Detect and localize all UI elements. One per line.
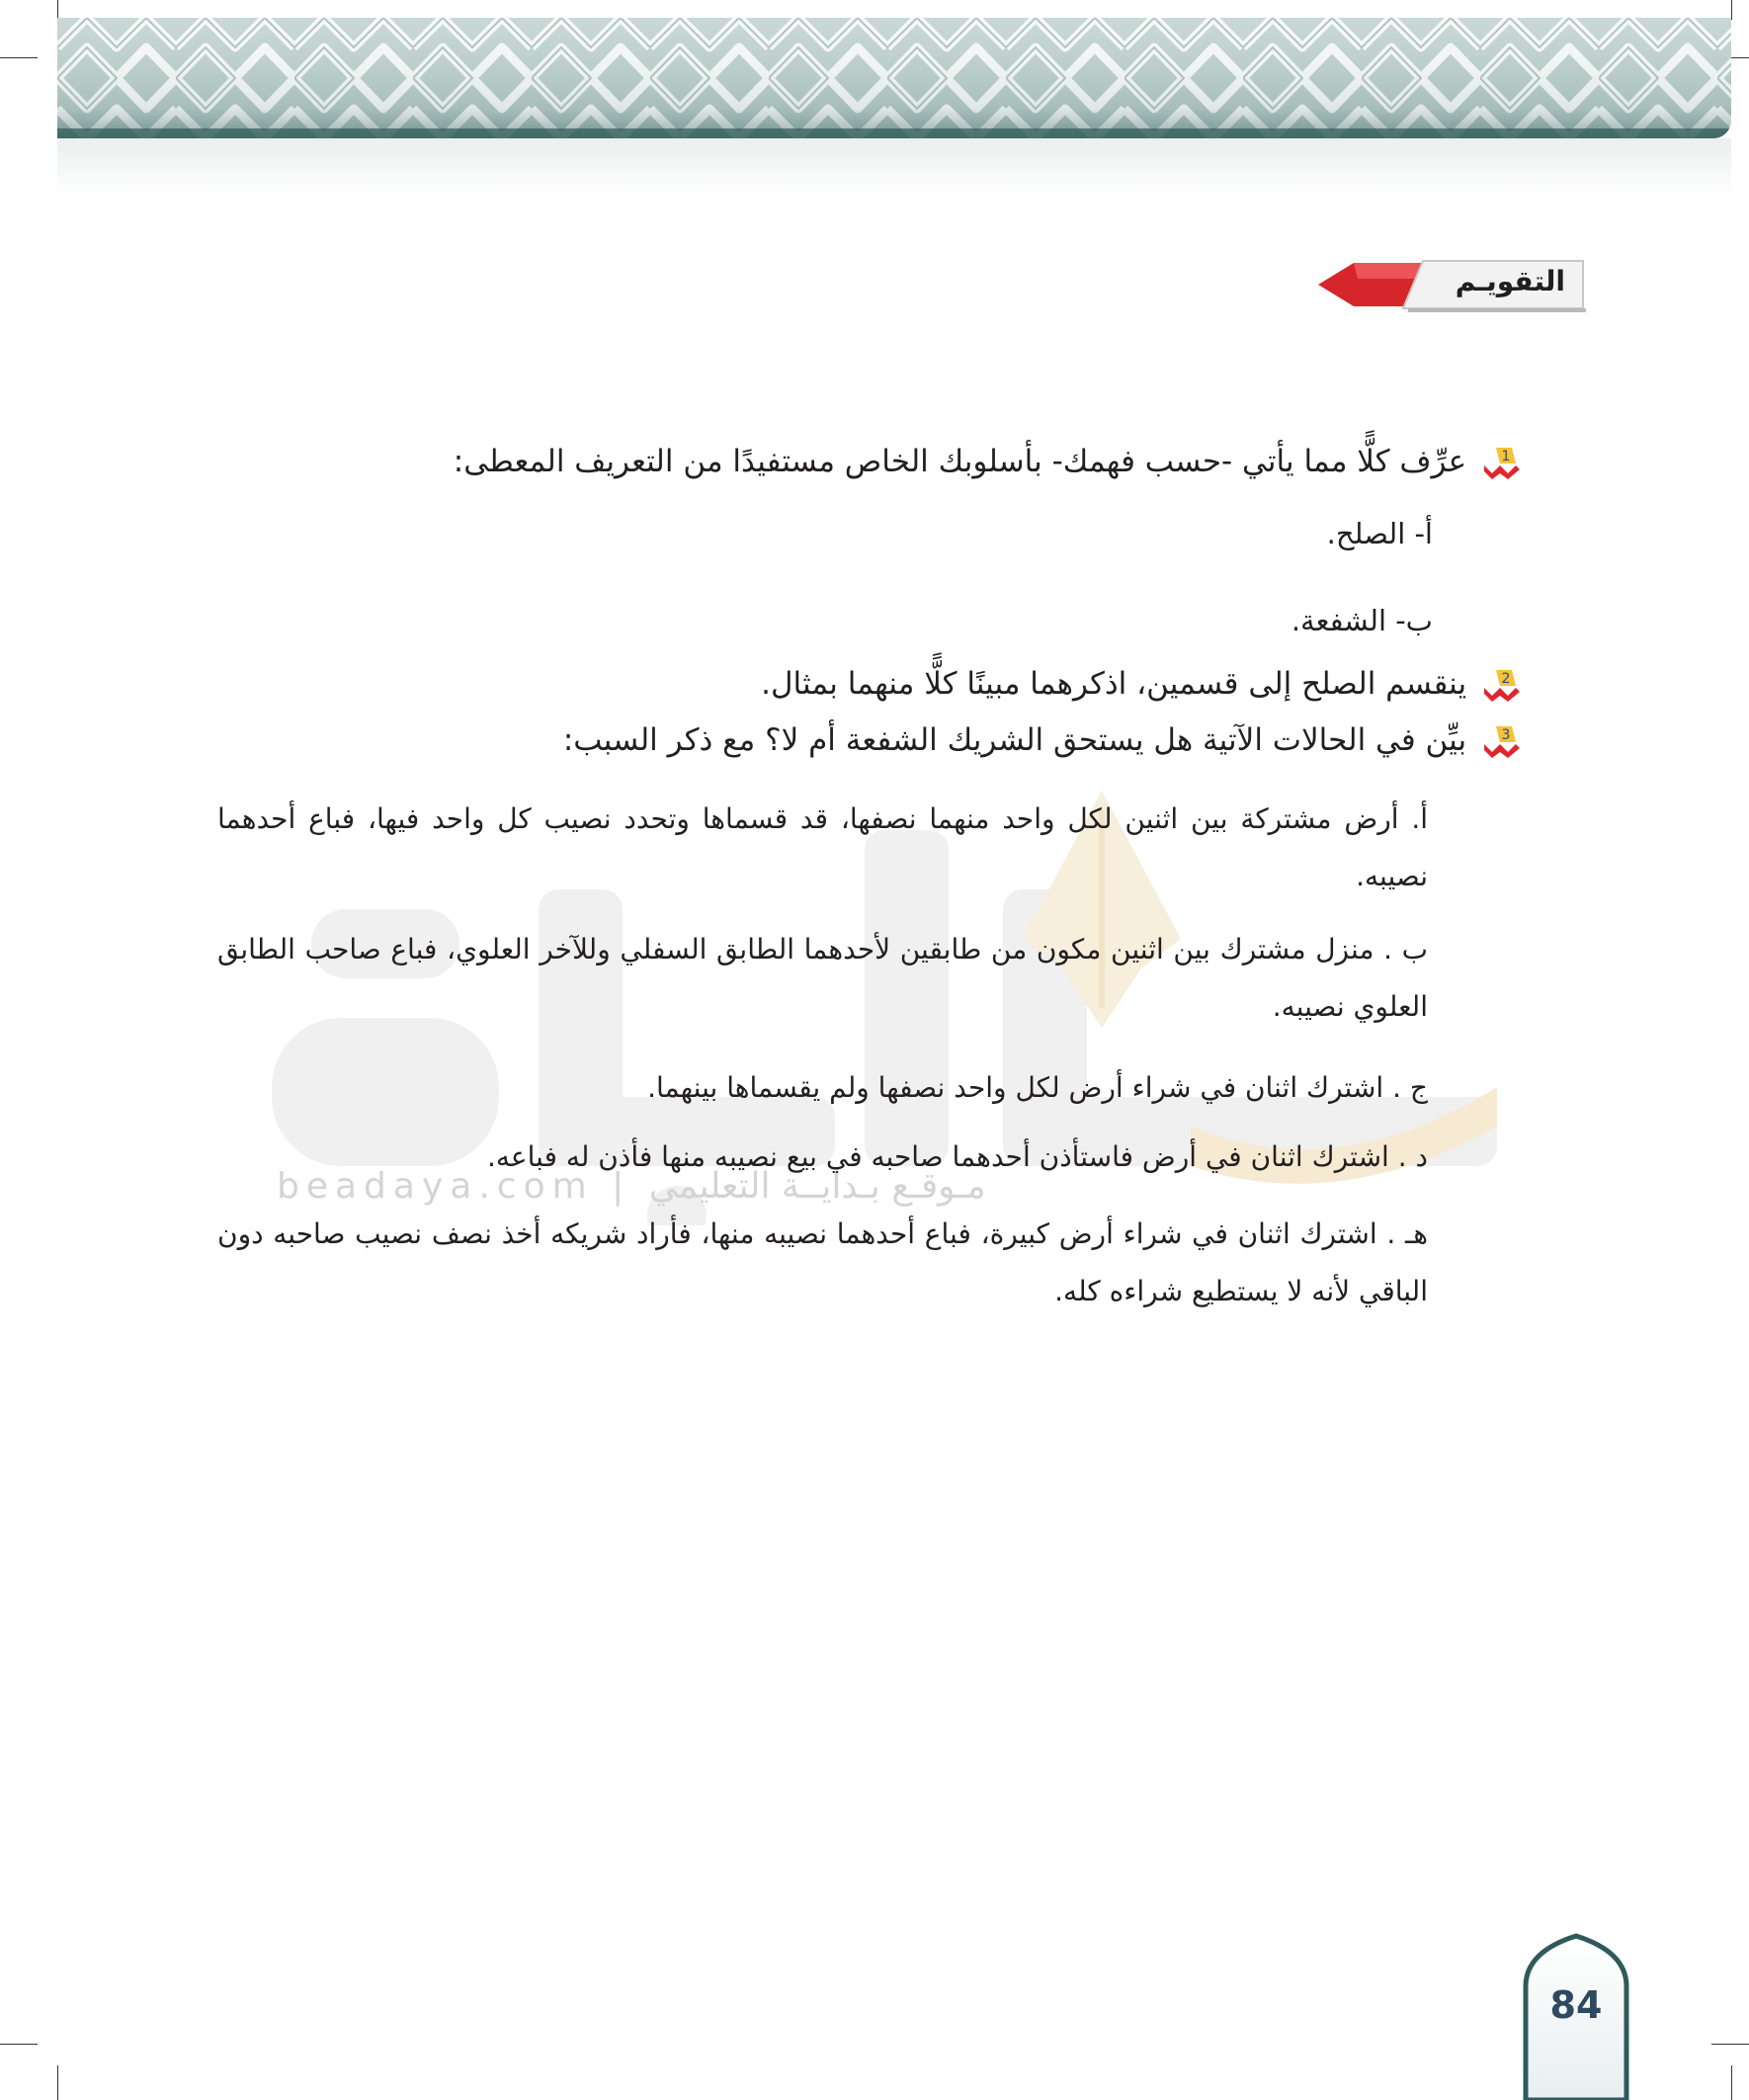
section-title: التقويـم — [1455, 265, 1565, 297]
question-number-badge-icon — [1482, 722, 1522, 758]
page-number: 84 — [1549, 1983, 1603, 2027]
question-number-badge-icon — [1482, 444, 1522, 479]
crop-mark — [1731, 2065, 1732, 2100]
crop-mark — [57, 2065, 58, 2100]
question-text: عرِّف كلًّا مما يأتي -حسب فهمك- بأسلوبك الخاص مستفيدًا من التعريف المعطى: — [453, 443, 1467, 479]
question-number: 1 — [1501, 448, 1511, 464]
question-number: 3 — [1501, 726, 1511, 743]
question-text: ينقسم الصلح إلى قسمين، اذكرهما مبينًا كلًّا منهما بمثال. — [761, 665, 1467, 702]
q3-case-d: د . اشترك اثنان في أرض فاستأذن أحدهما صاحبه في بيع نصيبه منها فأذن له فباعه. — [486, 1140, 1428, 1173]
question-number: 2 — [1501, 670, 1511, 687]
watermark-text: beadaya.com | مـوقـع بـدايــة التعليمي — [277, 1166, 986, 1207]
q3-case-c: ج . اشترك اثنان في شراء أرض لكل واحد نصفها ولم يقسماها بينهما. — [647, 1071, 1428, 1104]
crop-mark — [1731, 0, 1732, 20]
page-number-box — [1522, 1932, 1630, 2100]
q3-case-e: هـ . اشترك اثنان في شراء أرض كبيرة، فباع أحدهما نصيبه منها، فأراد شريكه أخذ نصف نصيب صاحبه دون الباقي لأنه لا يستطيع شراءه كله. — [217, 1218, 1428, 1307]
crop-mark — [57, 0, 58, 20]
header-pattern-band — [57, 18, 1731, 138]
crop-mark — [0, 57, 38, 58]
question-1 — [454, 440, 1522, 481]
q3-case-a: أ. أرض مشتركة بين اثنين لكل واحد منهما نصفها، قد قسماها وتحدد نصيب كل واحد فيها، فباع أحدهما نصيبه. — [217, 802, 1428, 892]
crop-mark — [1711, 2044, 1749, 2045]
geometric-pattern-icon — [57, 18, 1731, 138]
crop-mark — [0, 2044, 38, 2045]
question-2 — [761, 662, 1522, 704]
q3-case-b: ب . منزل مشترك بين اثنين مكون من طابقين لأحدهما الطابق السفلي وللآخر العلوي، فباع صاحب الطابق العلوي نصيبه. — [217, 933, 1428, 1023]
header-shadow — [57, 138, 1731, 198]
question-text: بيِّن في الحالات الآتية هل يستحق الشريك الشفعة أم لا؟ مع ذكر السبب: — [562, 721, 1467, 758]
question-number-badge-icon — [1482, 666, 1522, 702]
question-3 — [563, 718, 1522, 760]
q1-item-b: ب- الشفعة. — [1291, 604, 1433, 637]
q1-item-a: أ- الصلح. — [1326, 517, 1433, 550]
section-tab — [1314, 257, 1591, 312]
